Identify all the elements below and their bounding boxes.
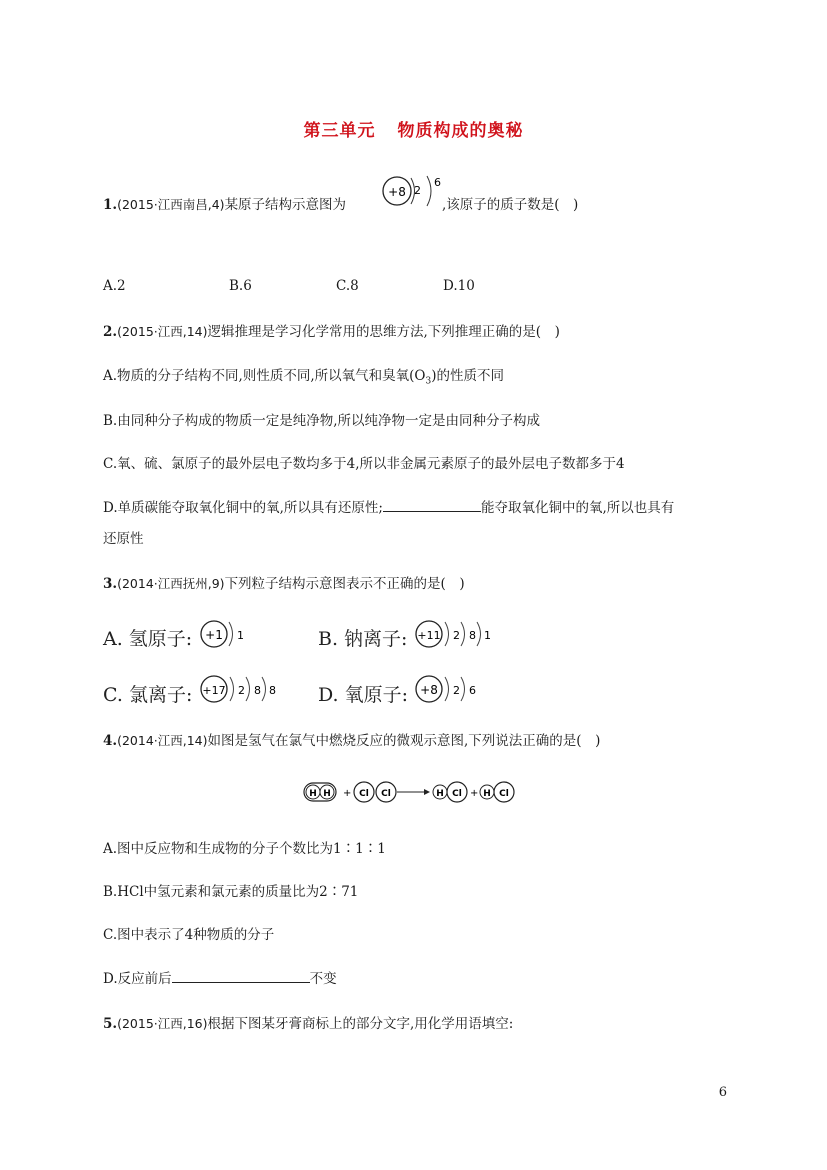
hcl1-h-label: H [436,789,444,799]
q3-source: (2014·江西抚州,9) [117,576,225,591]
q4-source: (2014·江西,14) [117,733,208,748]
q1-text-before: 某原子结构示意图为 [224,197,347,213]
q3-d-shell-1: 2 [453,684,460,697]
q2-option-a-sub: 3 [425,376,432,387]
q4-option-d [103,967,337,987]
q3-c-shell-arc-1 [230,677,234,701]
hcl1-cl-label: Cl [452,789,462,799]
q3-number: 3. [103,576,118,592]
q1-option-d: D.10 [443,278,475,294]
h-label-1: H [309,789,317,799]
q2-option-c: C.氧、硫、氯原子的最外层电子数均多于4,所以非金属元素原子的最外层电子数都多于4 [103,456,625,472]
title-unit: 第三单元 [303,121,376,141]
q4-option-c: C.图中表示了4种物质的分子 [103,927,275,943]
q3-b-shell-3: 1 [484,629,491,642]
q2-number: 2. [103,324,118,340]
q1-option-b: B.6 [229,278,252,294]
q3-a-shell-1: 1 [237,629,244,642]
q2-option-a-pre: A.物质的分子结构不同,则性质不同,所以氧气和臭氧(O [103,368,426,384]
q3-option-c-label: C. 氯离子: [103,684,193,706]
q1-shell-1: 2 [414,184,421,197]
q3-option-b-label: B. 钠离子: [318,628,408,650]
page-number: 6 [718,1085,727,1100]
q2-source: (2015·江西,14) [117,324,208,339]
q5-question: 根据下图某牙膏商标上的部分文字,用化学用语填空: [207,1016,514,1032]
q4-option-d-pre: D.反应前后 [103,971,172,987]
q4-question: 如图是氢气在氯气中燃烧反应的微观示意图,下列说法正确的是( ) [207,733,601,749]
plus-sign-1: + [343,788,352,799]
q1-atom-diagram [380,172,444,214]
q3-b-shell-arc-1 [445,622,449,646]
q2-option-a [103,364,504,387]
q4-option-d-post: 不变 [309,971,337,987]
q3-b-shell-2: 8 [469,629,476,642]
q2-option-d-pre: D.单质碳能夺取氧化铜中的氧,所以具有还原性; [103,500,383,516]
h-label-2: H [323,789,331,799]
q3-d-shell-arc-2 [461,677,465,701]
q1-text-after: ,该原子的质子数是( ) [442,197,579,213]
q3-c-nucleus: +17 [202,684,226,697]
q3-a-shell-arc-1 [229,622,233,646]
cl-label-2: Cl [381,789,391,799]
q4-number: 4. [103,733,118,749]
q3-c-shell-1: 2 [238,684,245,697]
q1-source: (2015·江西南昌,4) [117,197,225,212]
q3-d-nucleus: +8 [420,683,438,697]
q3-b-shell-arc-3 [477,622,481,646]
q1-nucleus: +8 [388,185,406,199]
q2-option-d-post: 能夺取氧化铜中的氧,所以也具有 [480,500,675,516]
q4-option-a: A.图中反应物和生成物的分子个数比为1∶1∶1 [103,841,386,857]
q3-question: 下列粒子结构示意图表示不正确的是( ) [224,576,465,592]
q3-option-a-diagram [197,617,257,653]
q4-reaction-diagram [302,780,526,804]
q1-shell-arc-2 [427,176,431,206]
q4-option-b: B.HCl中氢元素和氯元素的质量比为2∶71 [103,884,359,900]
reaction-arrow-head [424,789,430,795]
q2-option-a-post: )的性质不同 [431,368,504,384]
q2-question: 逻辑推理是学习化学常用的思维方法,下列推理正确的是( ) [207,324,560,340]
hcl2-h-label: H [483,789,491,799]
q3-b-nucleus: +11 [417,629,441,642]
q3-option-d-label: D. 氧原子: [318,684,409,706]
q5-source: (2015·江西,16) [117,1016,208,1031]
q3-c-shell-2: 8 [254,684,261,697]
title-topic: 物质构成的奥秘 [397,121,524,141]
q3-stem [103,572,465,592]
q5-stem [103,1012,513,1032]
q3-d-shell-arc-1 [445,677,449,701]
q1-stem [103,193,346,213]
q1-number: 1. [103,197,118,213]
q3-option-b-diagram [412,617,494,653]
q3-option-d-diagram [412,672,478,708]
q3-a-nucleus: +1 [205,628,223,642]
q3-c-shell-3: 8 [269,684,276,697]
q1-option-c: C.8 [336,278,359,294]
q3-c-shell-arc-3 [262,677,266,701]
q2-option-b: B.由同种分子构成的物质一定是纯净物,所以纯净物一定是由同种分子构成 [103,413,541,429]
q2-answer-blank[interactable] [383,497,481,512]
q3-c-shell-arc-2 [246,677,250,701]
cl-label-1: Cl [359,789,369,799]
plus-sign-2: + [470,788,479,799]
q3-option-a-label: A. 氢原子: [103,628,193,650]
hcl2-cl-label: Cl [499,789,509,799]
q1-shell-2: 6 [434,176,441,189]
q4-stem [103,729,600,749]
q1-option-a: A.2 [103,278,126,294]
page-title [0,116,827,141]
q3-b-shell-arc-2 [461,622,465,646]
q2-option-d-line2: 还原性 [103,531,144,547]
q5-number: 5. [103,1016,118,1032]
q3-b-shell-1: 2 [453,629,460,642]
q2-option-d [103,496,674,516]
q3-d-shell-2: 6 [469,684,476,697]
q2-stem [103,320,560,340]
q4-answer-blank[interactable] [172,968,310,983]
q3-option-c-diagram [197,672,279,708]
